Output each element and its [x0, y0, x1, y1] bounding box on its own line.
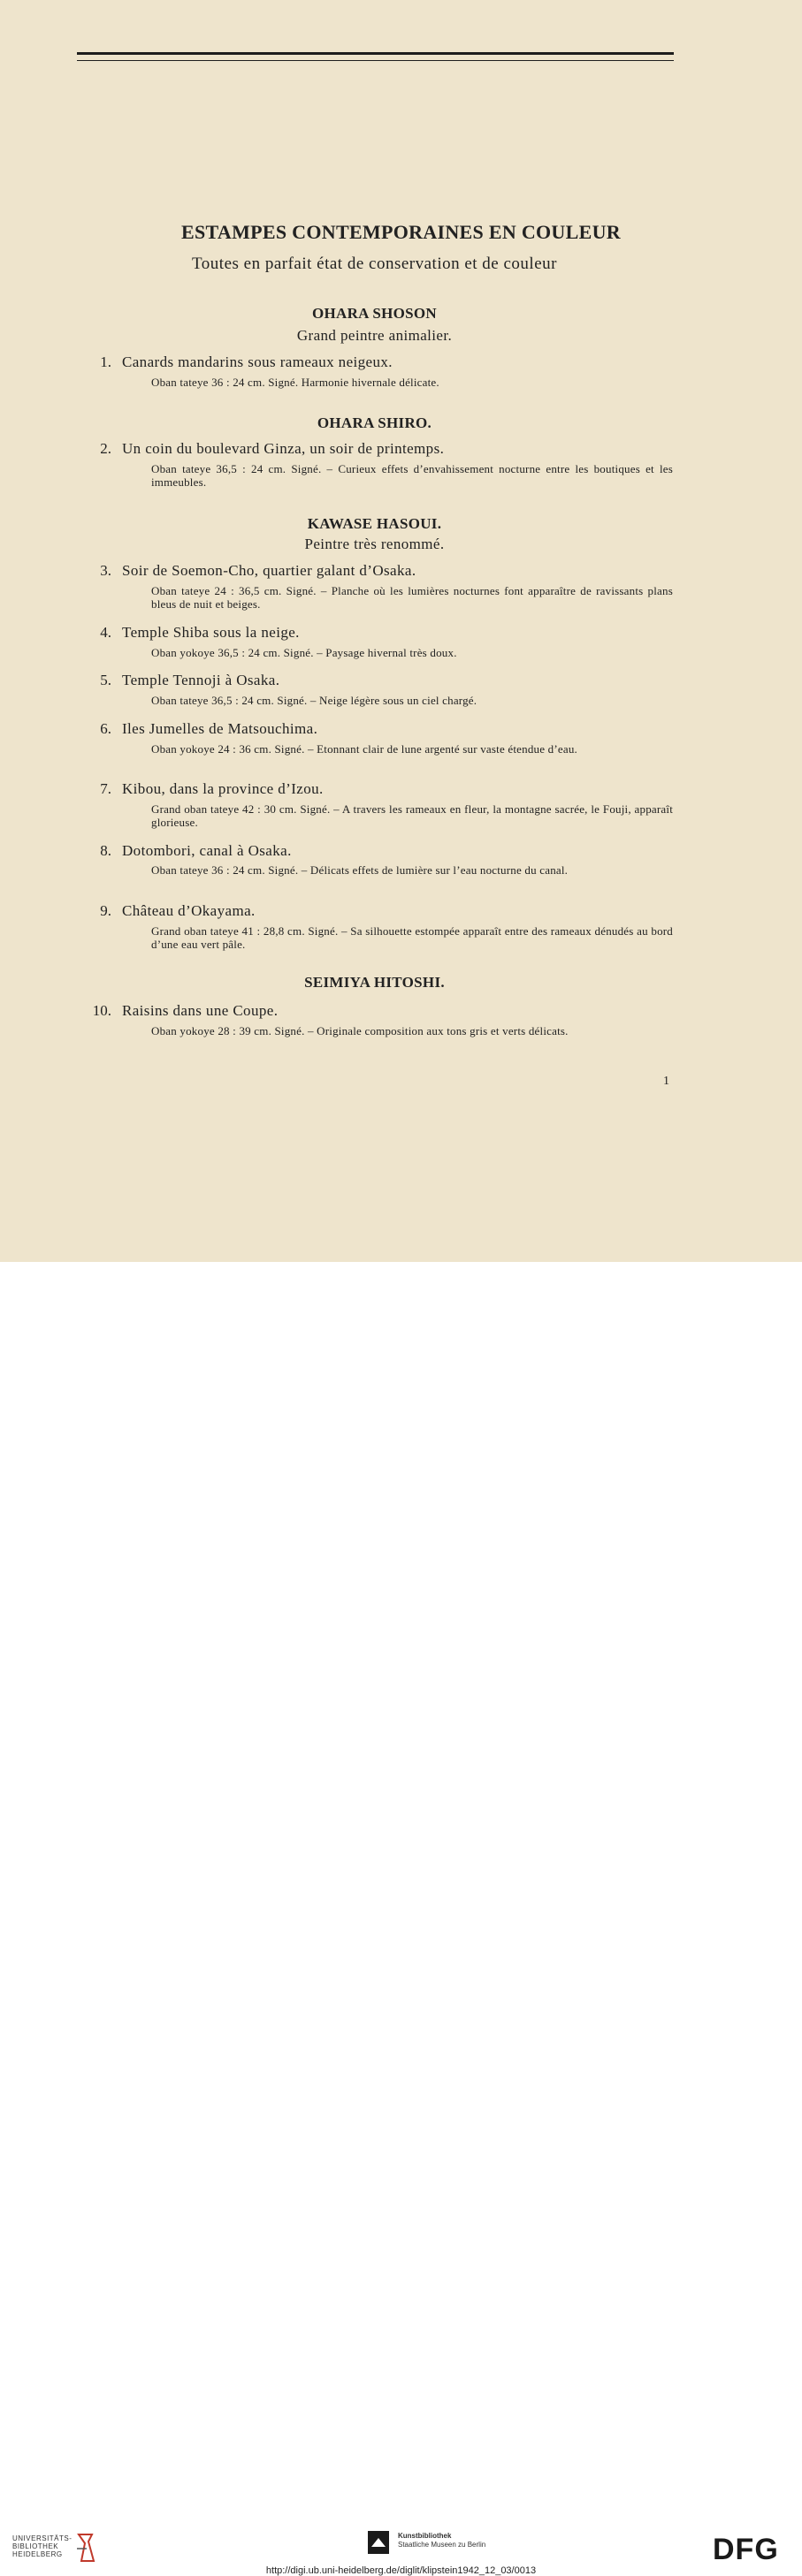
entry-number: 7.: [100, 780, 111, 797]
entry-number: 3.: [100, 562, 111, 579]
heidelberg-seal-icon: [74, 2531, 97, 2565]
entry-number: 2.: [100, 440, 111, 457]
entry-title: Château d’Okayama.: [122, 902, 256, 919]
entry-title: Canards mandarins sous rameaux neigeux.: [122, 353, 393, 370]
document-subtitle: Toutes en parfait état de conservation et de couleur: [192, 255, 557, 273]
entry-description: Oban yokoye 28 : 39 cm. Signé. – Originale composition aux tons gris et verts délicats.: [151, 1024, 569, 1037]
entry-number: 8.: [100, 842, 111, 859]
digitization-footer: [0, 1262, 802, 2576]
entry-description: Oban tateye 36 : 24 cm. Signé. Harmonie hivernale délicate.: [151, 376, 439, 389]
artist-heading: SEIMIYA HITOSHI.: [304, 974, 445, 991]
entry-number: 9.: [100, 902, 111, 919]
entry-title: Raisins dans une Coupe.: [122, 1002, 279, 1019]
top-rule-thin: [77, 60, 674, 61]
artist-heading: OHARA SHOSON: [311, 305, 438, 322]
artist-heading: KAWASE HASOUI.: [307, 515, 442, 532]
artist-heading: OHARA SHIRO.: [317, 414, 432, 431]
kb-name: Kunstbibliothek: [398, 2532, 452, 2540]
entry-title: Kibou, dans la province d’Izou.: [122, 780, 324, 797]
dfg-logo[interactable]: DFG: [713, 2533, 779, 2566]
entry-description: Oban tateye 36 : 24 cm. Signé. – Délicats effets de lumière sur l’eau nocturne du canal.: [151, 863, 569, 877]
entry-title: Temple Shiba sous la neige.: [122, 624, 300, 641]
entry-title: Temple Tennoji à Osaka.: [122, 672, 280, 688]
entry-number: 4.: [100, 624, 111, 641]
entry-title: Soir de Soemon-Cho, quartier galant d’Osaka.: [122, 562, 416, 579]
document-title: ESTAMPES CONTEMPORAINES EN COULEUR: [181, 221, 621, 243]
logo-line: HEIDELBERG: [12, 2550, 63, 2558]
university-library-logo[interactable]: [12, 2534, 72, 2558]
permalink-url[interactable]: http://digi.ub.uni-heidelberg.de/diglit/klipstein1942_12_03/0013: [265, 2565, 537, 2576]
artist-description: Peintre très renommé.: [304, 536, 445, 552]
entry-title: Dotombori, canal à Osaka.: [122, 842, 292, 859]
entry-title: Un coin du boulevard Ginza, un soir de printemps.: [122, 440, 445, 457]
entry-title: Iles Jumelles de Matsouchima.: [122, 720, 318, 737]
kunstbibliothek-logo-icon: [366, 2529, 391, 2556]
top-rule-thick: [77, 52, 674, 55]
entry-description: Grand oban tateye 41 : 28,8 cm. Signé. – Sa silhouette estompée apparaît entre des rameaux dénudés au bord d’une eau vert pâle.: [151, 924, 673, 951]
kunstbibliothek-label[interactable]: [398, 2532, 485, 2549]
logo-line: UNIVERSITÄTS-: [12, 2534, 73, 2542]
entry-number: 1.: [100, 353, 111, 370]
scanned-page: [0, 0, 802, 1262]
entry-description: Oban yokoye 24 : 36 cm. Signé. – Etonnant clair de lune argenté sur vaste étendue d’eau.: [151, 742, 577, 756]
entry-number: 5.: [100, 672, 111, 688]
entry-number: 10.: [92, 1002, 111, 1019]
entry-description: Grand oban tateye 42 : 30 cm. Signé. – A travers les rameaux en fleur, la montagne sacrée, le Fouji, apparaît glorieuse.: [151, 802, 673, 829]
artist-description: Grand peintre animalier.: [296, 327, 453, 344]
entry-description: Oban tateye 36,5 : 24 cm. Signé. – Neige légère sous un ciel chargé.: [151, 694, 477, 707]
entry-description: Oban tateye 36,5 : 24 cm. Signé. – Curieux effets d’envahissement nocturne entre les boutiques et les immeubles.: [151, 462, 673, 489]
kb-subtitle: Staatliche Museen zu Berlin: [398, 2541, 486, 2549]
page-number: 1: [663, 1075, 669, 1088]
entry-description: Oban yokoye 36,5 : 24 cm. Signé. – Paysage hivernal très doux.: [151, 646, 457, 659]
entry-description: Oban tateye 24 : 36,5 cm. Signé. – Planche où les lumières nocturnes font apparaître de ravissants plans bleus de nuit et beiges.: [151, 584, 673, 611]
entry-number: 6.: [100, 720, 111, 737]
logo-line: BIBLIOTHEK: [12, 2542, 59, 2550]
